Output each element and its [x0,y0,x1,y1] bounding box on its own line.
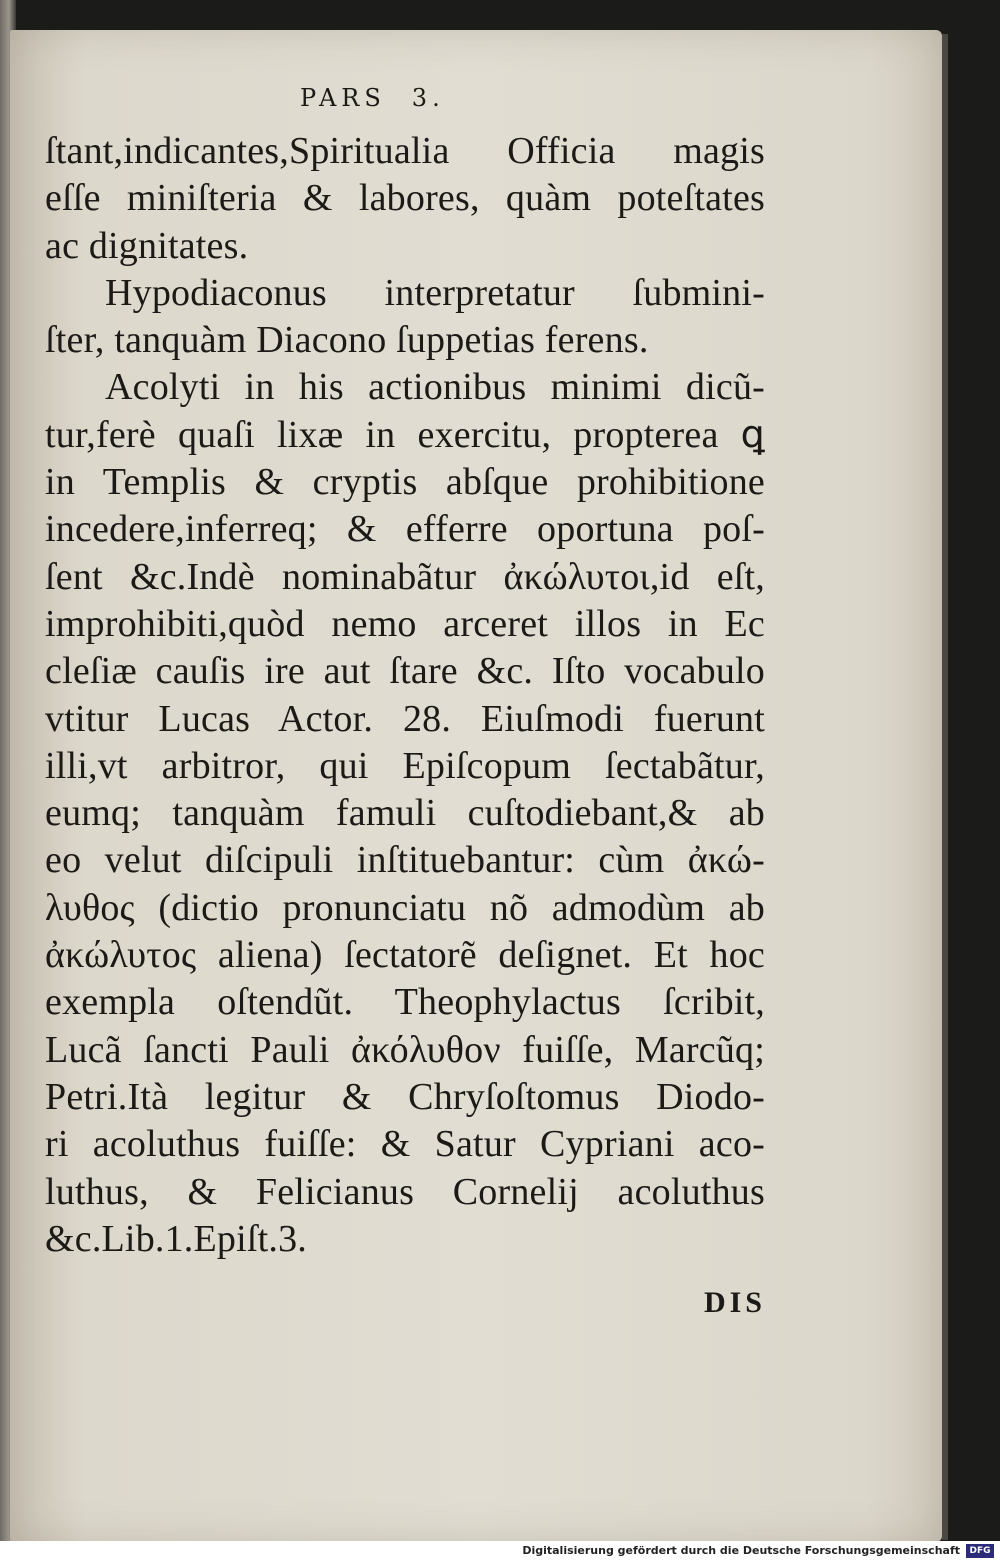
running-head-pars: PARS [300,84,386,112]
text-line-8: in Templis & cryptis abſque prohibitione [45,461,765,504]
text-line-10: ſent &c.Indè nominabãtur ἀκώλυτοι,id eſt, [45,555,765,598]
text-line-15: eumq; tanquàm famuli cuſtodiebant,& ab [45,792,765,835]
text-line-17: λυθος (dictio pronunciatu nõ admodùm ab [45,886,765,929]
text-line-3: ac dignitates. [45,224,249,267]
running-head [300,84,520,124]
text-line-2: eſſe miniſteria & labores, quàm poteſtates [45,177,765,220]
page-edge [942,34,948,1540]
text-line-22: ri acoluthus fuiſſe: & Satur Cypriani aco- [45,1123,765,1166]
body-text [45,128,765,1263]
text-line-18: ἀκώλυτος aliena) ſectatorẽ deſignet. Et hoc [45,934,765,977]
text-line-11: improhibiti,quòd nemo arceret illos in Ec [45,602,765,645]
text-line-20: Lucã ſancti Pauli ἀκόλυθον fuiſſe, Marcũq; [45,1028,765,1071]
text-line-6: Acolyti in his actionibus minimi dicũ- [105,366,765,409]
text-line-24: &c.Lib.1.Epiſt.3. [45,1217,307,1260]
text-line-9: incedere,inferreq; & efferre oportuna poſ- [45,508,765,551]
text-line-23: luthus, & Felicianus Cornelij acoluthus [45,1170,765,1213]
text-line-16: eo velut diſcipuli inſtituebantur: cùm ἀκώ- [45,839,765,882]
text-line-19: exempla oſtendũt. Theophylactus ſcribit, [45,981,765,1024]
running-head-number: 3. [411,84,445,112]
text-line-21: Petri.Ità legitur & Chryſoſtomus Diodo- [45,1075,765,1118]
footer-credit: Digitalisierung gefördert durch die Deutsche Forschungsgemeinschaft [522,1544,960,1557]
text-line-12: cleſiæ cauſis ire aut ſtare &c. Iſto vocabulo [45,650,765,693]
footer-bar [0,1541,1000,1561]
text-line-7: tur,ferè quaſi lixæ in exercitu, propterea ꝗ [45,413,765,456]
catchword: DIS [703,1286,766,1319]
text-line-5: ſter, tanquàm Diacono ſuppetias ferens. [45,319,649,362]
text-line-13: vtitur Lucas Actor. 28. Eiuſmodi fuerunt [45,697,765,740]
dfg-logo: DFG [966,1544,994,1558]
text-line-14: illi,vt arbitror, qui Epiſcopum ſectabãtur, [45,744,765,787]
text-line-4: Hypodiaconus interpretatur ſubmini- [105,271,765,314]
text-line-1: ſtant,indicantes,Spiritualia Officia magis [45,130,765,172]
